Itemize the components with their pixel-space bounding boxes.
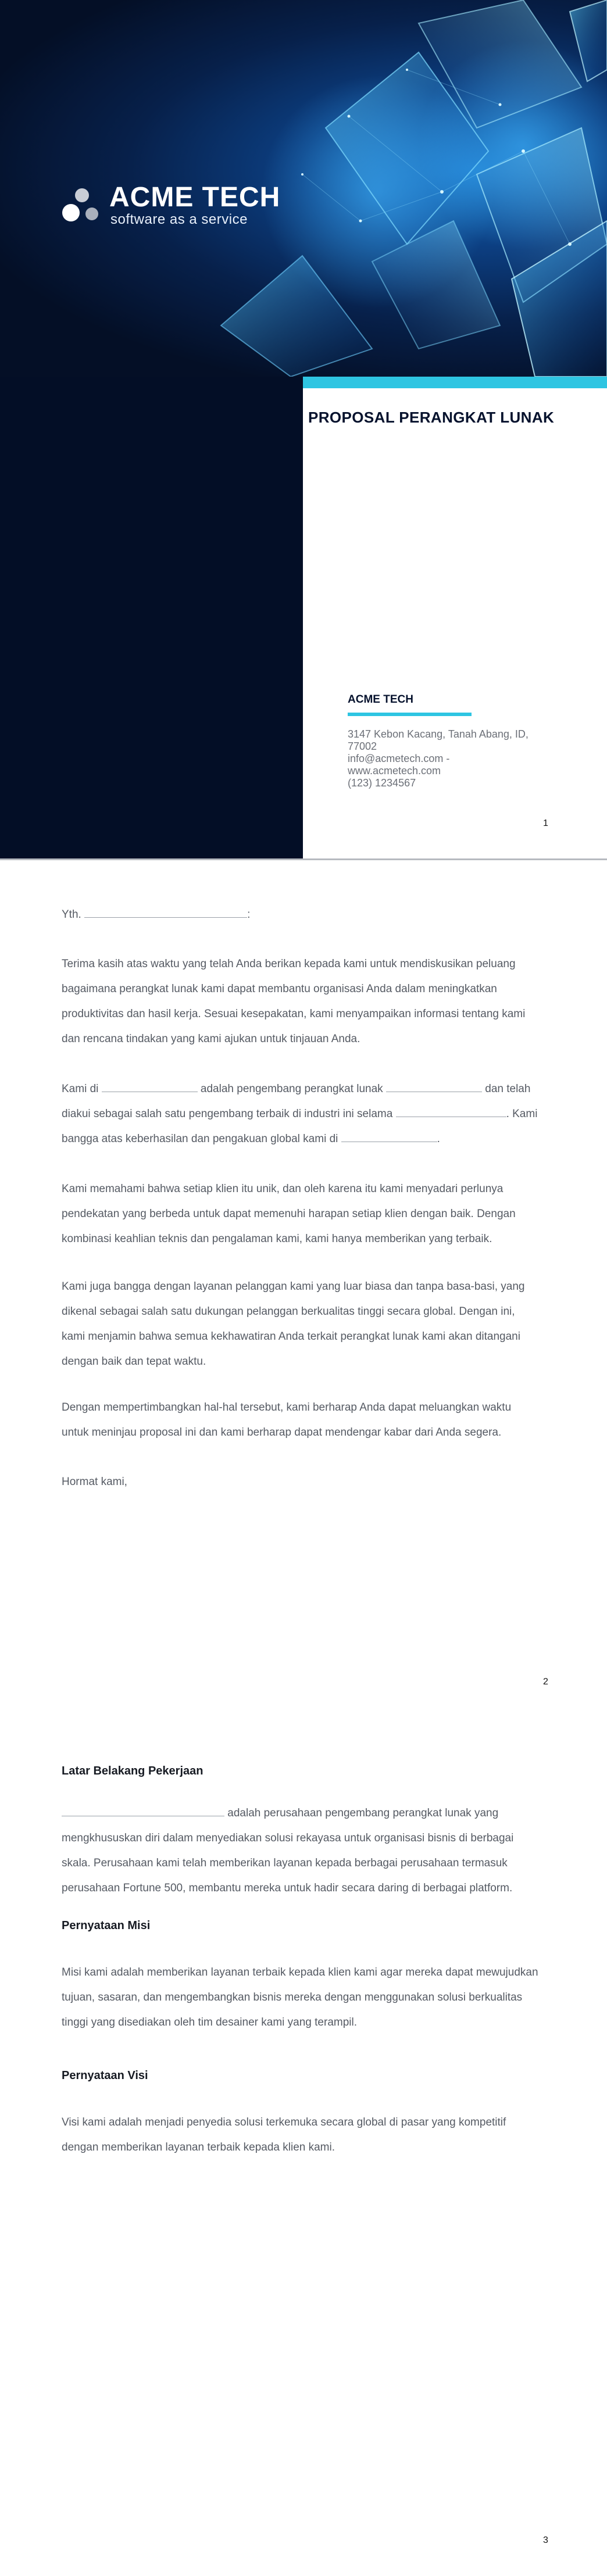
company-blank[interactable]	[102, 1082, 198, 1092]
vision-paragraph: Visi kami adalah menjadi penyedia solusi terkemuka secara global di pasar yang kompetitif dengan memberikan layanan terbaik kepada klien kami.	[62, 2116, 506, 2153]
company-accent-line	[348, 713, 472, 716]
company-name: ACME TECH	[348, 693, 413, 706]
letter-paragraph-1: Terima kasih atas waktu yang telah Anda berikan kepada kami untuk mendiskusikan peluang bagaimana perangkat lunak kami dapat membantu organisasi Anda dalam meningkatkan produktivitas dan hasil kerja. Sesuai kesepakatan, kami menyampaikan informasi tentang kami dan rencana tindakan yang kami ajukan untuk tinjauan Anda.	[62, 958, 526, 1045]
region-blank[interactable]	[341, 1132, 437, 1142]
recipient-blank[interactable]	[84, 908, 247, 918]
letter-paragraph-4: Kami juga bangga dengan layanan pelanggan kami yang luar biasa dan tanpa basa-basi, yang dikenal sebagai salah satu dukungan pelanggan berkualitas tinggi secara global. Dengan ini, kami menjamin bahwa semua kekhawatiran Anda terkait perangkat lunak kami akan ditangani dengan baik dan tepat waktu.	[62, 1280, 525, 1368]
heading-background: Latar Belakang Pekerjaan	[62, 1765, 203, 1777]
page-number: 3	[543, 2535, 548, 2545]
background-paragraph: adalah perusahaan pengembang perangkat lunak yang mengkhususkan diri dalam menyediakan solusi rekayasa untuk organisasi bisnis di berbagai skala. Perusahaan kami telah memberikan layanan kepada berbagai perusahaan termasuk perusahaan Fortune 500, membantu mereka untuk hadir secara daring di berbagai platform.	[62, 1807, 514, 1894]
heading-mission: Pernyataan Misi	[62, 1919, 151, 1932]
brand-tagline: software as a service	[110, 212, 248, 227]
salutation: Yth. :	[62, 908, 251, 921]
software-type-blank[interactable]	[386, 1082, 482, 1092]
address-line: 3147 Kebon Kacang, Tanah Abang, ID,	[348, 728, 529, 740]
accent-bar	[303, 377, 607, 388]
company-blank[interactable]	[62, 1806, 224, 1816]
heading-vision: Pernyataan Visi	[62, 2069, 148, 2082]
letter-paragraph-5: Dengan mempertimbangkan hal-hal tersebut, kami berharap Anda dapat meluangkan waktu untuk meninjau proposal ini dan kami berharap dapat mendengar kabar dari Anda segera.	[62, 1401, 512, 1439]
website-line: www.acmetech.com	[348, 765, 441, 777]
cover-left-panel	[0, 377, 303, 858]
page-number: 2	[543, 1677, 548, 1687]
acme-logo-icon	[62, 187, 102, 224]
page-divider	[0, 858, 607, 860]
email-line: info@acmetech.com -	[348, 753, 450, 764]
mission-paragraph: Misi kami adalah memberikan layanan terbaik kepada klien kami agar mereka dapat mewujudkan tujuan, sasaran, dan mengembangkan bisnis mereka dengan menggunakan solusi berkualitas tinggi yang disediakan oleh tim desainer kami yang terampil.	[62, 1966, 538, 2028]
phone-line: (123) 1234567	[348, 777, 416, 789]
brand-name: ACME TECH	[109, 182, 281, 213]
proposal-title: PROPOSAL PERANGKAT LUNAK	[308, 409, 555, 426]
closing: Hormat kami,	[62, 1476, 127, 1488]
letter-paragraph-3: Kami memahami bahwa setiap klien itu unik, dan oleh karena itu kami menyadari perlunya pendekatan yang berbeda untuk dapat memenuhi harapan setiap klien dengan baik. Dengan kombinasi keahlian teknis dan pengalaman kami, kami hanya memberikan yang terbaik.	[62, 1183, 516, 1245]
letter-paragraph-2: Kami di adalah pengembang perangkat lunak dan telah diakui sebagai salah satu pengembang terbaik di industri ini selama . Kami bangga atas keberhasilan dan pengakuan global kami di .	[62, 1083, 538, 1145]
page-number: 1	[543, 818, 548, 828]
address-line: 77002	[348, 740, 377, 752]
years-blank[interactable]	[396, 1107, 506, 1117]
